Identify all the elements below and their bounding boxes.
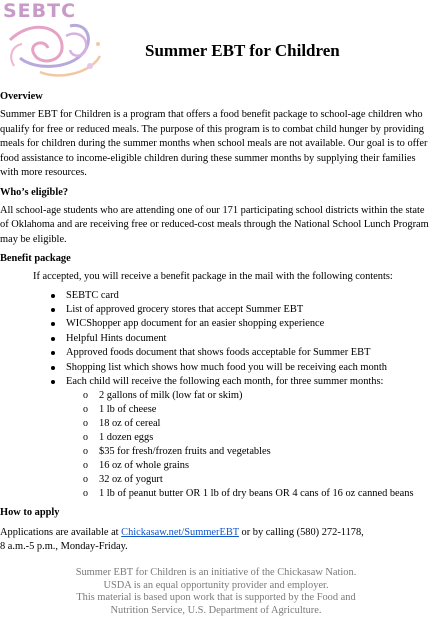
sub-list-item: o 1 lb of cheese — [65, 403, 434, 417]
apply-prefix: Applications are available at — [0, 526, 122, 538]
list-item: Approved foods document that shows foods acceptable for Summer EBT — [0, 346, 434, 360]
apply-suffix: or by calling (580) 272-1178, — [238, 526, 364, 538]
benefit-intro: If accepted, you will receive a benefit package in the mail with the following contents: — [33, 271, 393, 282]
sub-list-item: o 1 dozen eggs — [65, 431, 434, 445]
eligible-paragraph: All school-age students who are attending one of our 171 participating school districts within the state of Oklahoma and are receiving free or reduced-cost meals through the National School Lunch Program may be eligible. — [0, 204, 429, 245]
overview-heading: Overview — [0, 91, 43, 102]
benefit-heading: Benefit package — [0, 253, 71, 264]
apply-paragraph — [0, 526, 434, 555]
monthly-food-list — [66, 389, 434, 500]
footer-line-3: This material is based upon work that is supported by the Food and Nutrition Service, U.S. Department of Agriculture. — [76, 592, 356, 616]
list-item: List of approved grocery stores that accept Summer EBT — [0, 303, 434, 317]
footer-line-2: USDA is an equal opportunity provider and employer. — [103, 579, 329, 591]
sub-list-item: o 2 gallons of milk (low fat or skim) — [65, 389, 434, 403]
document-body — [0, 90, 434, 555]
summer-ebt-link[interactable]: Chickasaw.net/SummerEBT — [121, 526, 239, 538]
list-item: Helpful Hints document — [0, 332, 434, 346]
list-item: Shopping list which shows how much food you will be receiving each month — [0, 361, 434, 375]
list-item — [0, 375, 434, 501]
list-item-text: Each child will receive the following each month, for three summer months: — [66, 375, 384, 387]
eligible-heading: Who’s eligible? — [0, 186, 69, 198]
apply-heading: How to apply — [0, 506, 60, 518]
sub-list-item: o $35 for fresh/frozen fruits and vegetables — [65, 445, 434, 459]
footer — [60, 567, 372, 617]
sub-list-item: o 18 oz of cereal — [65, 417, 434, 431]
footer-line-1: Summer EBT for Children is an initiative of the Chickasaw Nation. — [75, 567, 357, 578]
benefit-list — [0, 289, 434, 501]
page-title: Summer EBT for Children — [145, 41, 340, 60]
sub-list-item: o 16 oz of whole grains — [65, 459, 434, 473]
overview-paragraph: Summer EBT for Children is a program that offers a food benefit package to school-age children who qualify for free or reduced meals. The purpose of this program is to combat child hunger by providing meals for children during the summer months when school meals are not available. Our goal is to offer food assistance to income-eligible children during these summer months by supplying their families with more resources. — [0, 109, 428, 178]
office-hours: 8 a.m.-5 p.m., Monday-Friday. — [0, 541, 128, 553]
sub-list-item: o 1 lb of peanut butter OR 1 lb of dry beans OR 4 cans of 16 oz canned beans — [65, 487, 434, 501]
list-item: SEBTC card — [0, 289, 434, 303]
sub-list-item: o 32 oz of yogurt — [65, 473, 434, 487]
sebtc-logo — [0, 0, 108, 82]
logo-text: SEBTC — [3, 0, 77, 22]
list-item: WICShopper app document for an easier shopping experience — [0, 317, 434, 331]
